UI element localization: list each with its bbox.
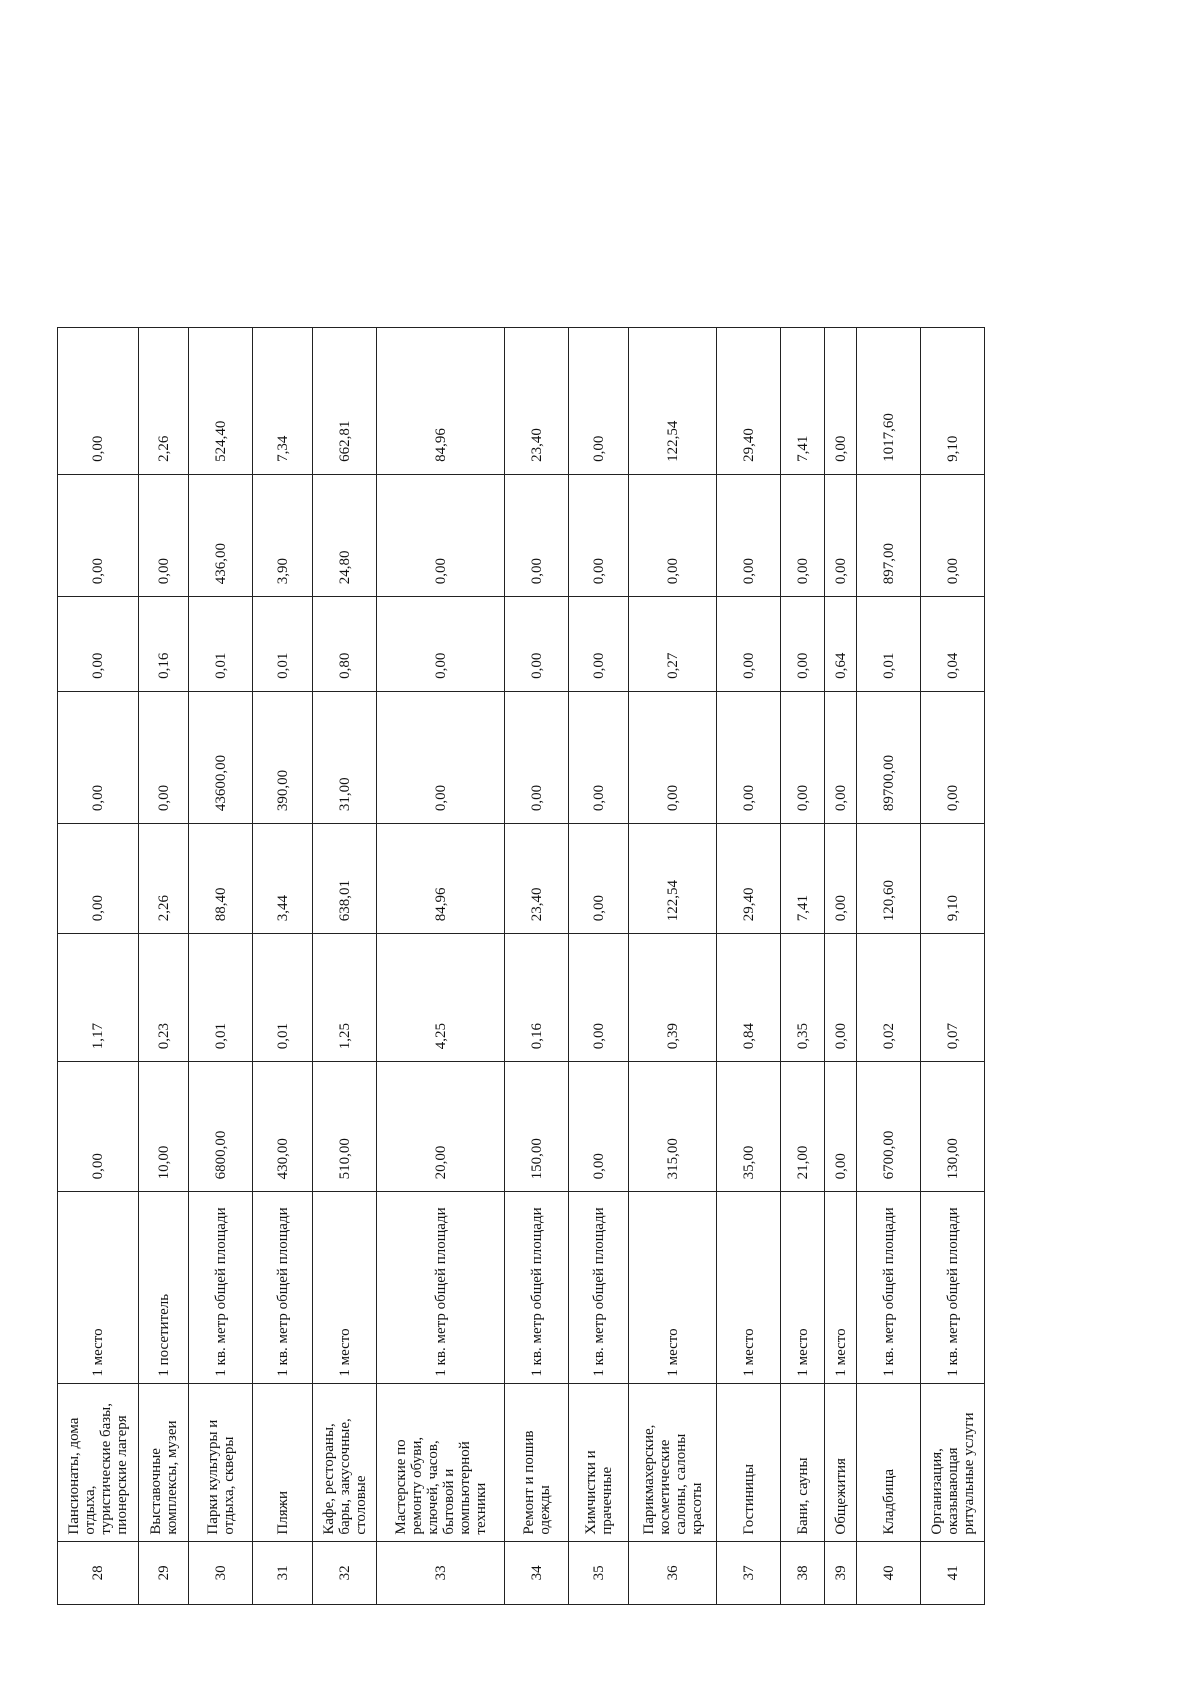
value-cell-7: 1017,60	[857, 328, 921, 475]
unit-cell: 1 место	[629, 1192, 717, 1383]
unit-cell: 1 место	[58, 1192, 139, 1383]
value-cell-3: 7,41	[781, 824, 825, 934]
unit-cell: 1 кв. метр общей площади	[377, 1192, 505, 1383]
value-cell-2: 0,35	[781, 934, 825, 1062]
value-cell-2: 0,23	[139, 934, 189, 1062]
value-cell-4: 0,00	[825, 691, 857, 823]
value-cell-5: 0,01	[189, 597, 253, 692]
value-cell-3: 29,40	[717, 824, 781, 934]
row-number: 34	[505, 1541, 569, 1604]
value-cell-7: 84,96	[377, 328, 505, 475]
value-cell-5: 0,00	[58, 597, 139, 692]
value-cell-4: 31,00	[313, 691, 377, 823]
value-cell-6: 0,00	[569, 474, 629, 596]
value-cell-6: 0,00	[377, 474, 505, 596]
value-cell-1: 430,00	[253, 1062, 313, 1192]
table-row	[139, 328, 189, 1605]
value-cell-6: 436,00	[189, 474, 253, 596]
unit-cell: 1 кв. метр общей площади	[569, 1192, 629, 1383]
value-cell-1: 20,00	[377, 1062, 505, 1192]
value-cell-6: 0,00	[629, 474, 717, 596]
unit-cell: 1 кв. метр общей площади	[857, 1192, 921, 1383]
table-row	[781, 328, 825, 1605]
value-cell-3: 3,44	[253, 824, 313, 934]
row-number: 28	[58, 1541, 139, 1604]
value-cell-6: 897,00	[857, 474, 921, 596]
value-cell-6: 0,00	[781, 474, 825, 596]
value-cell-4: 43600,00	[189, 691, 253, 823]
value-cell-7: 29,40	[717, 328, 781, 475]
value-cell-4: 0,00	[377, 691, 505, 823]
row-number: 33	[377, 1541, 505, 1604]
value-cell-4: 390,00	[253, 691, 313, 823]
unit-cell: 1 место	[825, 1192, 857, 1383]
row-number: 39	[825, 1541, 857, 1604]
unit-cell: 1 кв. метр общей площади	[505, 1192, 569, 1383]
table-row	[313, 328, 377, 1605]
table-row	[569, 328, 629, 1605]
value-cell-3: 122,54	[629, 824, 717, 934]
object-name-cell: Кафе, рестораны, бары, закусочные, столовые	[313, 1383, 377, 1541]
table-row	[505, 328, 569, 1605]
value-cell-4: 89700,00	[857, 691, 921, 823]
row-number: 41	[921, 1541, 985, 1604]
value-cell-2: 0,00	[569, 934, 629, 1062]
value-cell-2: 0,01	[253, 934, 313, 1062]
value-cell-5: 0,00	[781, 597, 825, 692]
object-name-cell: Бани, сауны	[781, 1383, 825, 1541]
value-cell-2: 0,07	[921, 934, 985, 1062]
object-name-cell: Организация, оказывающая ритуальные услуги	[921, 1383, 985, 1541]
value-cell-7: 0,00	[58, 328, 139, 475]
row-number: 35	[569, 1541, 629, 1604]
object-name-cell: Пансионаты, дома отдыха, туристические базы, пионерские лагеря	[58, 1383, 139, 1541]
value-cell-4: 0,00	[58, 691, 139, 823]
value-cell-3: 0,00	[58, 824, 139, 934]
table-body	[58, 328, 985, 1605]
unit-cell: 1 место	[717, 1192, 781, 1383]
value-cell-1: 10,00	[139, 1062, 189, 1192]
value-cell-1: 130,00	[921, 1062, 985, 1192]
object-name-cell: Парикмахерские, косметические салоны, салоны красоты	[629, 1383, 717, 1541]
value-cell-7: 23,40	[505, 328, 569, 475]
row-number: 29	[139, 1541, 189, 1604]
object-name-cell: Общежития	[825, 1383, 857, 1541]
waste-norms-table	[57, 327, 985, 1605]
row-number: 38	[781, 1541, 825, 1604]
value-cell-6: 0,00	[921, 474, 985, 596]
row-number: 32	[313, 1541, 377, 1604]
value-cell-4: 0,00	[505, 691, 569, 823]
value-cell-2: 0,16	[505, 934, 569, 1062]
value-cell-3: 638,01	[313, 824, 377, 934]
value-cell-4: 0,00	[139, 691, 189, 823]
value-cell-6: 0,00	[139, 474, 189, 596]
value-cell-5: 0,00	[377, 597, 505, 692]
value-cell-6: 24,80	[313, 474, 377, 596]
table-row	[58, 328, 139, 1605]
value-cell-2: 0,01	[189, 934, 253, 1062]
value-cell-5: 0,04	[921, 597, 985, 692]
table-row	[717, 328, 781, 1605]
value-cell-2: 1,17	[58, 934, 139, 1062]
object-name-cell: Парки культуры и отдыха, скверы	[189, 1383, 253, 1541]
value-cell-1: 0,00	[58, 1062, 139, 1192]
value-cell-1: 6700,00	[857, 1062, 921, 1192]
value-cell-5: 0,01	[857, 597, 921, 692]
value-cell-5: 0,16	[139, 597, 189, 692]
value-cell-5: 0,64	[825, 597, 857, 692]
value-cell-3: 0,00	[569, 824, 629, 934]
value-cell-3: 88,40	[189, 824, 253, 934]
value-cell-1: 315,00	[629, 1062, 717, 1192]
object-name-cell: Гостиницы	[717, 1383, 781, 1541]
value-cell-6: 0,00	[505, 474, 569, 596]
value-cell-6: 0,00	[58, 474, 139, 596]
value-cell-1: 6800,00	[189, 1062, 253, 1192]
object-name-cell: Кладбища	[857, 1383, 921, 1541]
unit-cell: 1 посетитель	[139, 1192, 189, 1383]
value-cell-5: 0,27	[629, 597, 717, 692]
value-cell-5: 0,01	[253, 597, 313, 692]
unit-cell: 1 кв. метр общей площади	[921, 1192, 985, 1383]
unit-cell: 1 место	[781, 1192, 825, 1383]
value-cell-3: 120,60	[857, 824, 921, 934]
value-cell-6: 0,00	[825, 474, 857, 596]
value-cell-4: 0,00	[717, 691, 781, 823]
unit-cell: 1 кв. метр общей площади	[189, 1192, 253, 1383]
row-number: 40	[857, 1541, 921, 1604]
table-row	[629, 328, 717, 1605]
value-cell-5: 0,00	[717, 597, 781, 692]
value-cell-1: 150,00	[505, 1062, 569, 1192]
object-name-cell: Мастерские по ремонту обуви, ключей, часов, бытовой и компьютерной техники	[377, 1383, 505, 1541]
table-row	[857, 328, 921, 1605]
value-cell-1: 21,00	[781, 1062, 825, 1192]
value-cell-3: 84,96	[377, 824, 505, 934]
row-number: 37	[717, 1541, 781, 1604]
value-cell-1: 510,00	[313, 1062, 377, 1192]
object-name-cell: Химчистки и прачечные	[569, 1383, 629, 1541]
value-cell-1: 0,00	[569, 1062, 629, 1192]
value-cell-2: 1,25	[313, 934, 377, 1062]
value-cell-4: 0,00	[629, 691, 717, 823]
value-cell-7: 9,10	[921, 328, 985, 475]
value-cell-7: 7,34	[253, 328, 313, 475]
value-cell-4: 0,00	[921, 691, 985, 823]
row-number: 31	[253, 1541, 313, 1604]
value-cell-6: 0,00	[717, 474, 781, 596]
value-cell-2: 0,02	[857, 934, 921, 1062]
value-cell-3: 2,26	[139, 824, 189, 934]
value-cell-1: 0,00	[825, 1062, 857, 1192]
value-cell-7: 0,00	[569, 328, 629, 475]
object-name-cell: Ремонт и пошив одежды	[505, 1383, 569, 1541]
value-cell-4: 0,00	[781, 691, 825, 823]
unit-cell: 1 кв. метр общей площади	[253, 1192, 313, 1383]
value-cell-7: 0,00	[825, 328, 857, 475]
value-cell-7: 524,40	[189, 328, 253, 475]
value-cell-5: 0,00	[569, 597, 629, 692]
value-cell-2: 0,00	[825, 934, 857, 1062]
value-cell-5: 0,80	[313, 597, 377, 692]
value-cell-2: 0,84	[717, 934, 781, 1062]
table-row	[189, 328, 253, 1605]
value-cell-7: 122,54	[629, 328, 717, 475]
rotated-table-wrapper	[57, 327, 1106, 1605]
object-name-cell: Выставочные комплексы, музеи	[139, 1383, 189, 1541]
table-row	[253, 328, 313, 1605]
value-cell-7: 7,41	[781, 328, 825, 475]
unit-cell: 1 место	[313, 1192, 377, 1383]
value-cell-2: 4,25	[377, 934, 505, 1062]
row-number: 30	[189, 1541, 253, 1604]
value-cell-5: 0,00	[505, 597, 569, 692]
value-cell-7: 662,81	[313, 328, 377, 475]
object-name-cell: Пляжи	[253, 1383, 313, 1541]
value-cell-6: 3,90	[253, 474, 313, 596]
table-row	[825, 328, 857, 1605]
value-cell-2: 0,39	[629, 934, 717, 1062]
value-cell-3: 23,40	[505, 824, 569, 934]
table-row	[921, 328, 985, 1605]
table-row	[377, 328, 505, 1605]
value-cell-3: 9,10	[921, 824, 985, 934]
value-cell-1: 35,00	[717, 1062, 781, 1192]
value-cell-3: 0,00	[825, 824, 857, 934]
value-cell-7: 2,26	[139, 328, 189, 475]
row-number: 36	[629, 1541, 717, 1604]
value-cell-4: 0,00	[569, 691, 629, 823]
